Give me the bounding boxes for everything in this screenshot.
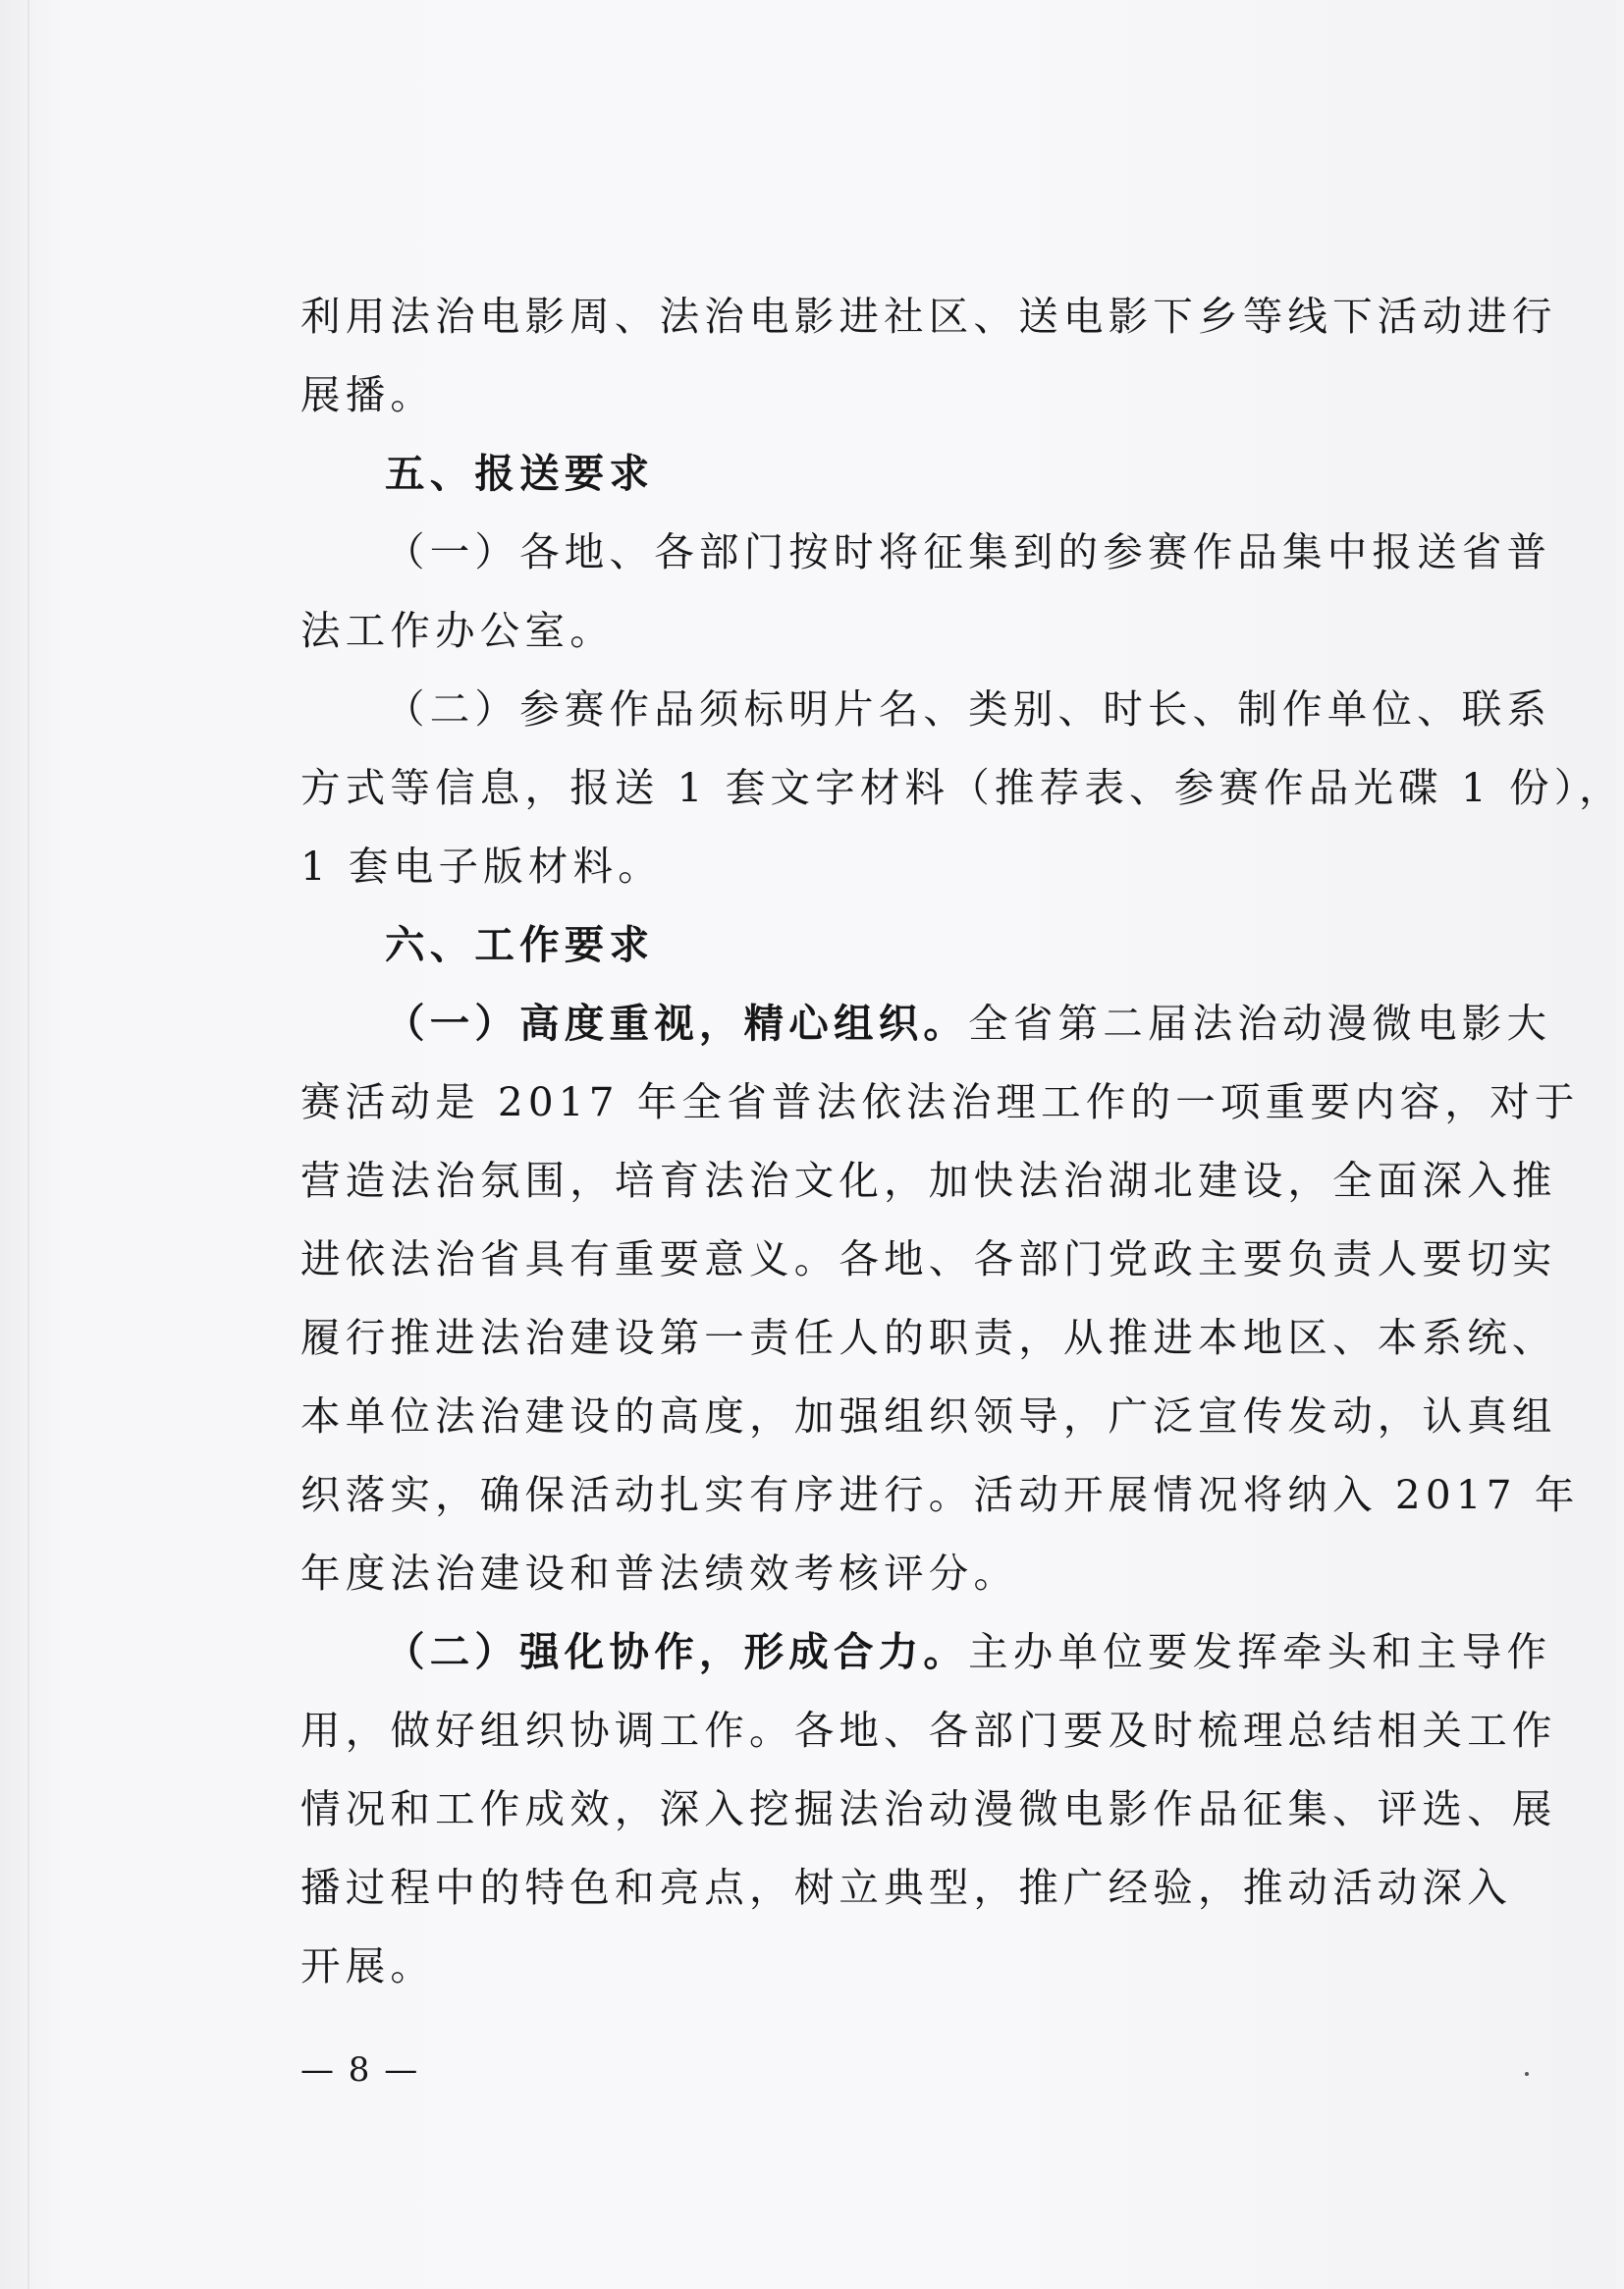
paragraph-line: 履行推进法治建设第一责任人的职责，从推进本地区、本系统、 [300, 1314, 1557, 1361]
paragraph-line [300, 1612, 1552, 1691]
paragraph-line: 本单位法治建设的高度，加强组织领导，广泛宣传发动，认真组 [300, 1392, 1557, 1440]
paragraph-line: 年度法治建设和普法绩效考核评分。 [300, 1550, 1019, 1597]
paragraph-line: 营造法治氛围，培育法治文化，加快法治湖北建设，全面深入推 [300, 1157, 1557, 1204]
subheading-lead: （一）高度重视，精心组织。 [385, 1000, 969, 1047]
paragraph-line: 开展。 [300, 1942, 436, 1989]
section-heading-5: 五、报送要求 [385, 450, 655, 497]
paragraph-line: （二）参赛作品须标明片名、类别、时长、制作单位、联系 [385, 685, 1552, 733]
page-number: — 8 — [300, 2050, 420, 2090]
paragraph-line: 进依法治省具有重要意义。各地、各部门党政主要负责人要切实 [300, 1235, 1557, 1282]
paragraph-line: 织落实，确保活动扎实有序进行。活动开展情况将纳入 2017 年 [300, 1471, 1580, 1518]
paragraph-line: 赛活动是 2017 年全省普法依法治理工作的一项重要内容，对于 [300, 1078, 1580, 1125]
section-heading-6: 六、工作要求 [385, 921, 655, 968]
paragraph-line [300, 984, 1552, 1063]
subheading-lead: （二）强化协作，形成合力。 [385, 1628, 969, 1675]
paragraph-line: 利用法治电影周、法治电影进社区、送电影下乡等线下活动进行 [300, 293, 1557, 340]
paragraph-line: 用，做好组织协调工作。各地、各部门要及时梳理总结相关工作 [300, 1707, 1557, 1754]
paragraph-line: 情况和工作成效，深入挖掘法治动漫微电影作品征集、评选、展 [300, 1785, 1557, 1832]
scan-speck [1525, 2072, 1529, 2076]
paragraph-line: （一）各地、各部门按时将征集到的参赛作品集中报送省普 [385, 528, 1552, 575]
paragraph-text: 主办单位要发挥牵头和主导作 [968, 1628, 1552, 1675]
paragraph-line: 法工作办公室。 [300, 607, 615, 654]
body-text [300, 277, 1624, 2005]
paragraph-line: 展播。 [300, 371, 436, 418]
paragraph-line: 1 套电子版材料。 [300, 843, 663, 890]
paragraph-line: 播过程中的特色和亮点，树立典型，推广经验，推动活动深入 [300, 1864, 1512, 1911]
paragraph-text: 全省第二届法治动漫微电影大 [968, 1000, 1552, 1047]
paragraph-line: 方式等信息，报送 1 套文字材料（推荐表、参赛作品光碟 1 份）， [300, 764, 1624, 811]
